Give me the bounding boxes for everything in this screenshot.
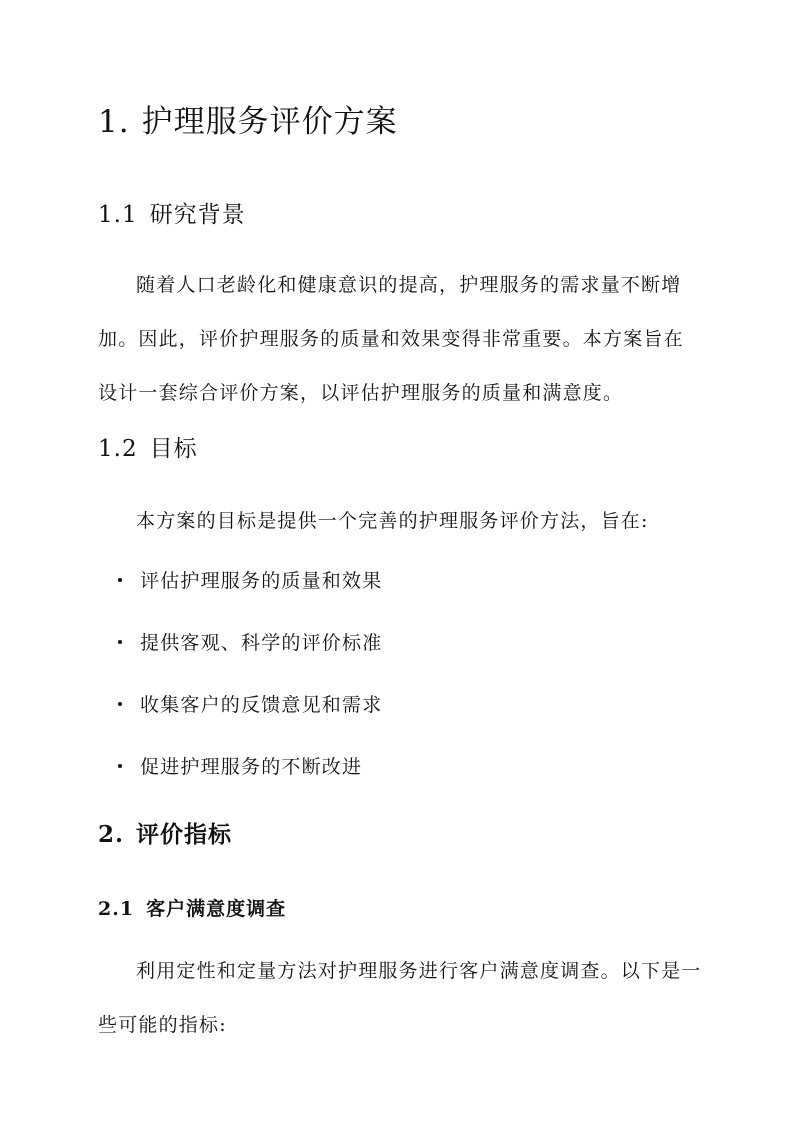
bullet-icon <box>118 578 122 582</box>
section-1-1-heading <box>98 196 246 229</box>
list-item-text: 促进护理服务的不断改进 <box>140 756 363 778</box>
list-item <box>118 686 382 748</box>
list-item-text: 提供客观、科学的评价标准 <box>140 632 383 654</box>
section-2-1-paragraph: 利用定性和定量方法对护理服务进行客户满意度调查。以下是一些可能的指标: <box>98 960 702 1036</box>
section-2-heading <box>98 816 232 849</box>
section-1-heading <box>98 96 398 141</box>
section-1-1-title: 研究背景 <box>149 202 246 228</box>
section-2-1-title: 客户满意度调查 <box>146 898 287 920</box>
section-2-1-number: 2.1 <box>98 898 135 920</box>
list-item-text: 评估护理服务的质量和效果 <box>140 570 383 592</box>
goals-bullet-list <box>118 562 382 810</box>
section-1-2-title: 目标 <box>149 436 198 462</box>
section-2-number: 2. <box>98 821 125 848</box>
section-1-2-paragraph: 本方案的目标是提供一个完善的护理服务评价方法，旨在: <box>136 510 649 532</box>
section-1-number: 1. <box>98 104 130 140</box>
section-1-title: 护理服务评价方案 <box>141 104 398 140</box>
bullet-icon <box>118 702 122 706</box>
bullet-icon <box>118 640 122 644</box>
section-1-1-paragraph: 随着人口老龄化和健康意识的提高，护理服务的需求量不断增加。因此，评价护理服务的质量和效果变得非常重要。本方案旨在设计一套综合评价方案，以评估护理服务的质量和满意度。 <box>98 274 684 404</box>
section-2-title: 评价指标 <box>136 821 233 848</box>
section-1-2-number: 1.2 <box>98 436 138 462</box>
bullet-icon <box>118 764 122 768</box>
list-item <box>118 748 382 810</box>
section-1-2-heading <box>98 430 198 463</box>
list-item-text: 收集客户的反馈意见和需求 <box>140 694 383 716</box>
list-item <box>118 562 382 624</box>
section-2-1-heading <box>98 894 286 921</box>
section-1-1-number: 1.1 <box>98 202 138 228</box>
list-item <box>118 624 382 686</box>
